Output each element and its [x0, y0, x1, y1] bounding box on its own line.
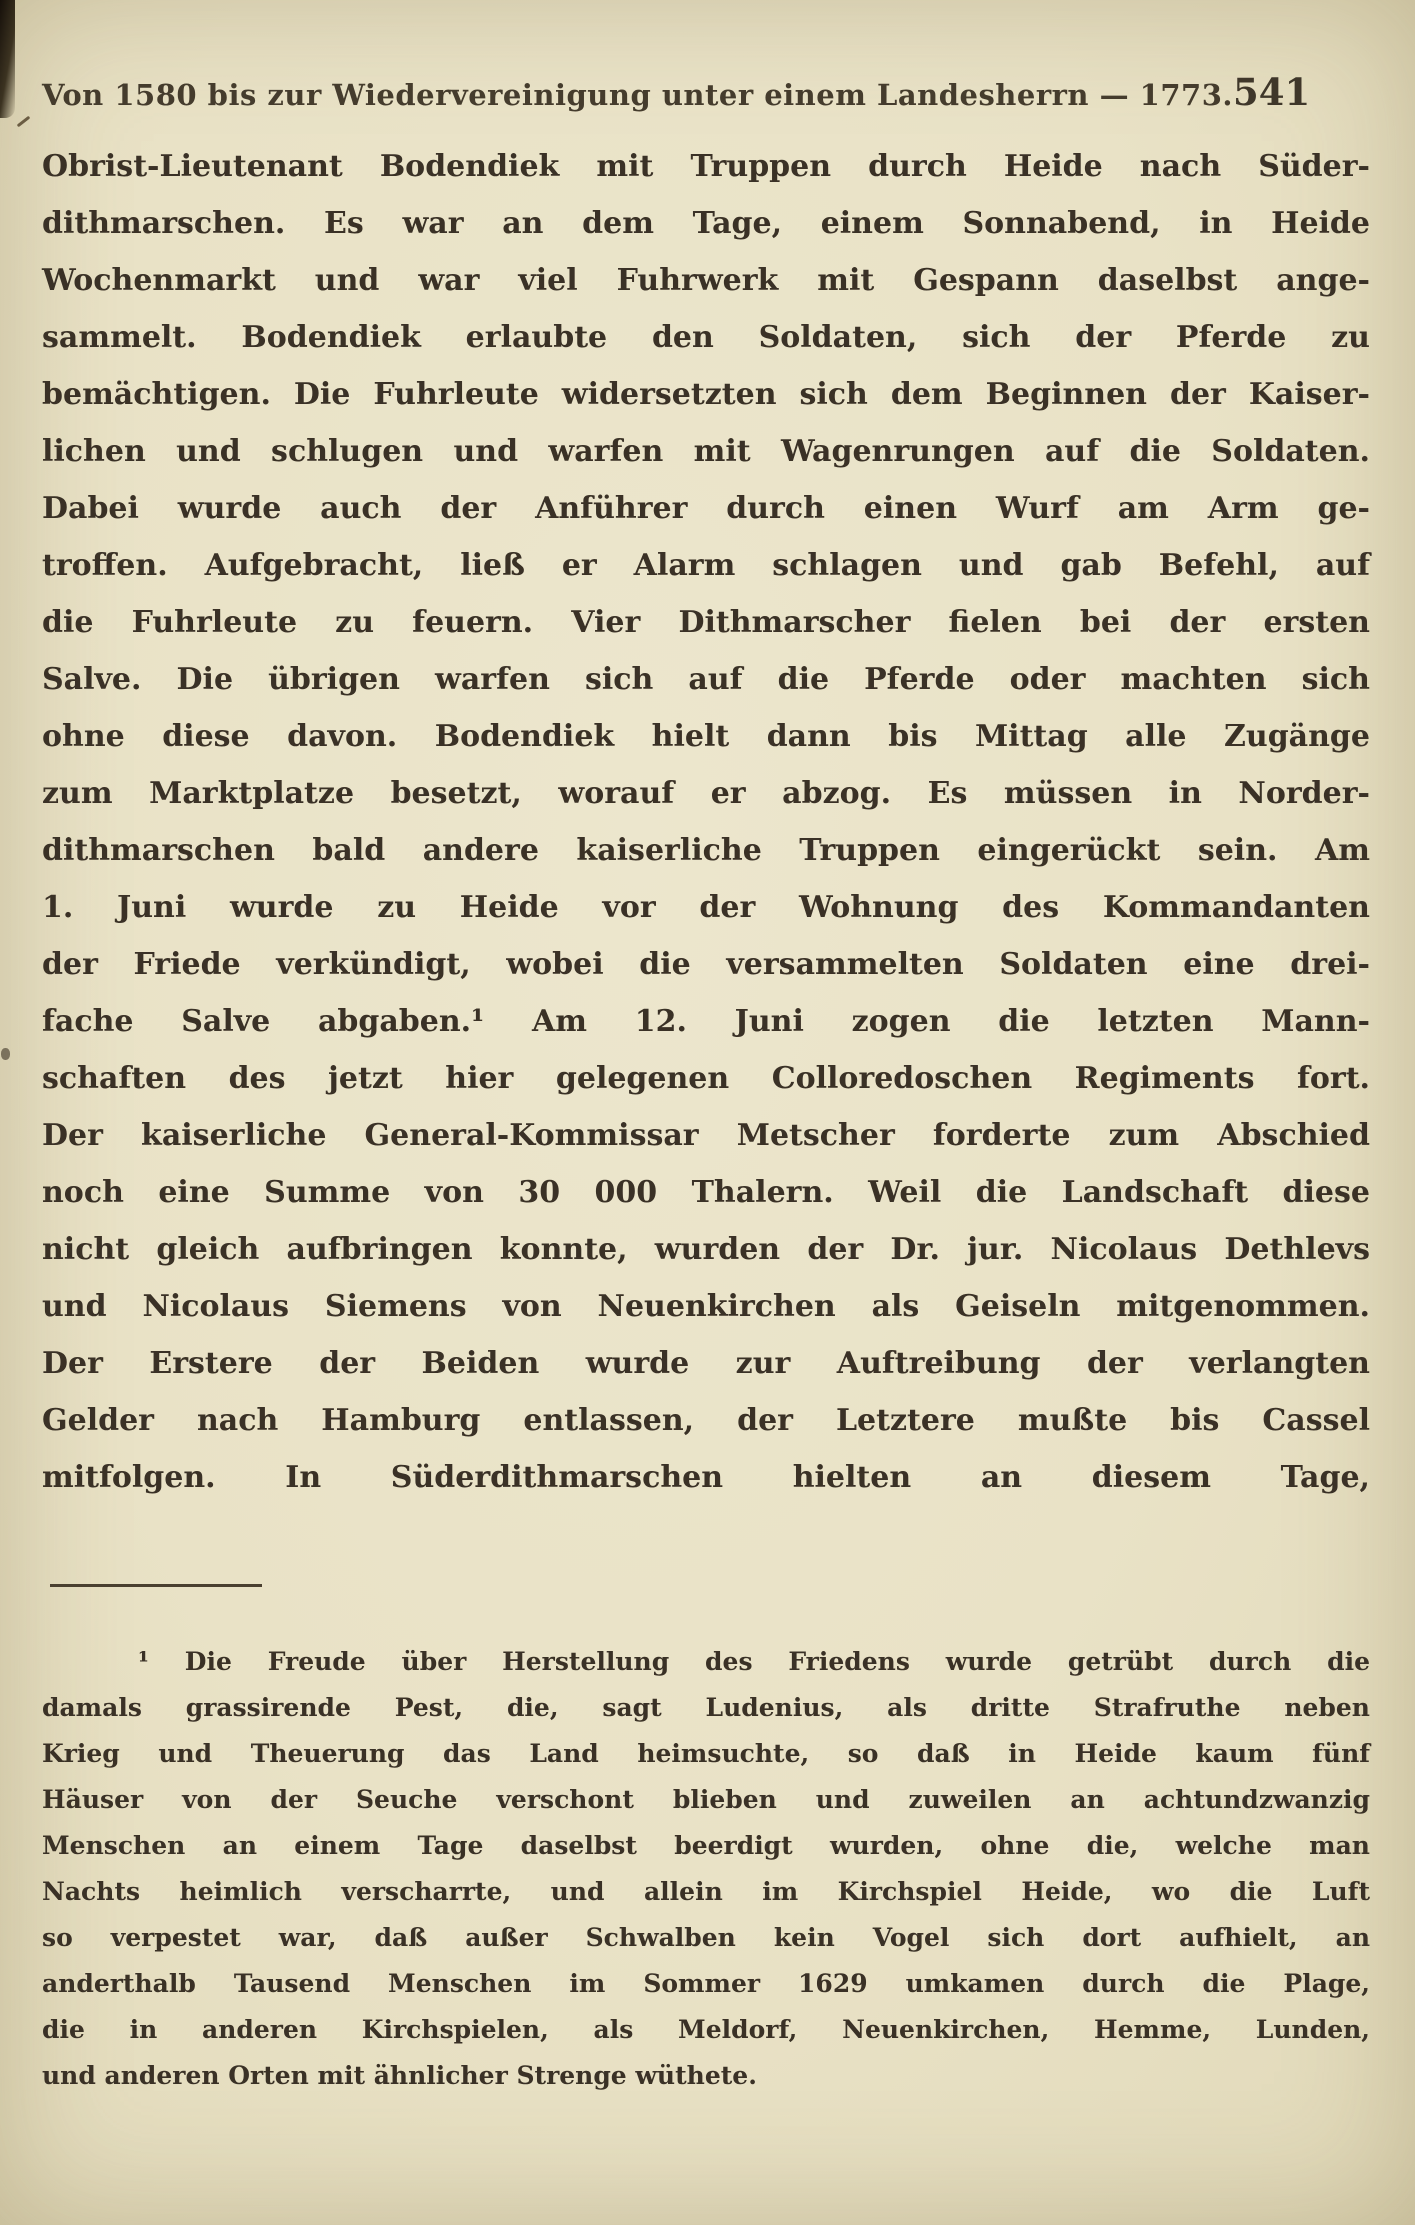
text-line: sammelt. Bodendiek erlaubte den Soldaten, sich der Pferde zu	[42, 320, 1370, 355]
scan-edge-shadow	[0, 0, 15, 118]
body-text	[42, 138, 1370, 1506]
footnote	[42, 1639, 1370, 2099]
text-line: dithmarschen bald andere kaiserliche Truppen eingerückt sein. Am	[42, 833, 1370, 868]
scan-speck	[1, 1048, 10, 1060]
text-line: die in anderen Kirchspielen, als Meldorf, Neuenkirchen, Hemme, Lunden,	[42, 2015, 1370, 2044]
text-line: troffen. Aufgebracht, ließ er Alarm schlagen und gab Befehl, auf	[42, 548, 1370, 583]
text-line: nicht gleich aufbringen konnte, wurden der Dr. jur. Nicolaus Dethlevs	[42, 1232, 1370, 1267]
text-line: die Fuhrleute zu feuern. Vier Dithmarscher fielen bei der ersten	[42, 605, 1370, 640]
text-line: 1. Juni wurde zu Heide vor der Wohnung des Kommandanten	[42, 890, 1370, 925]
text-line: zum Marktplatze besetzt, worauf er abzog. Es müssen in Norder-	[42, 776, 1370, 811]
text-line: Salve. Die übrigen warfen sich auf die Pferde oder machten sich	[42, 662, 1370, 697]
page-number: 541	[1233, 70, 1311, 114]
text-line: anderthalb Tausend Menschen im Sommer 1629 umkamen durch die Plage,	[42, 1969, 1370, 1998]
text-line: Der Erstere der Beiden wurde zur Auftreibung der verlangten	[42, 1346, 1370, 1381]
text-line: und Nicolaus Siemens von Neuenkirchen als Geiseln mitgenommen.	[42, 1289, 1370, 1324]
text-line: damals grassirende Pest, die, sagt Ludenius, als dritte Strafruthe neben	[42, 1693, 1370, 1722]
text-line: fache Salve abgaben.¹ Am 12. Juni zogen die letzten Mann-	[42, 1004, 1370, 1039]
text-line: der Friede verkündigt, wobei die versammelten Soldaten eine drei-	[42, 947, 1370, 982]
text-line: und anderen Orten mit ähnlicher Strenge wüthete.	[42, 2061, 757, 2090]
text-line: Menschen an einem Tage daselbst beerdigt wurden, ohne die, welche man	[42, 1831, 1370, 1860]
text-line: bemächtigen. Die Fuhrleute widersetzten sich dem Beginnen der Kaiser-	[42, 377, 1370, 412]
running-header-title: Von 1580 bis zur Wiedervereinigung unter einem Landesherrn — 1773.	[42, 78, 1233, 112]
text-line: Wochenmarkt und war viel Fuhrwerk mit Gespann daselbst ange-	[42, 263, 1370, 298]
text-line: Gelder nach Hamburg entlassen, der Letztere mußte bis Cassel	[42, 1403, 1370, 1438]
text-line: Dabei wurde auch der Anführer durch einen Wurf am Arm ge-	[42, 491, 1370, 526]
text-line: Nachts heimlich verscharrte, und allein im Kirchspiel Heide, wo die Luft	[42, 1877, 1370, 1906]
text-line: Häuser von der Seuche verschont blieben und zuweilen an achtundzwanzig	[42, 1785, 1370, 1814]
scan-mark	[17, 116, 31, 128]
text-line: Obrist-Lieutenant Bodendiek mit Truppen durch Heide nach Süder-	[42, 149, 1370, 184]
text-line: dithmarschen. Es war an dem Tage, einem Sonnabend, in Heide	[42, 206, 1370, 241]
text-line: lichen und schlugen und warfen mit Wagenrungen auf die Soldaten.	[42, 434, 1370, 469]
running-header	[0, 0, 1415, 114]
footnote-separator-rule	[50, 1584, 262, 1587]
text-line: noch eine Summe von 30 000 Thalern. Weil die Landschaft diese	[42, 1175, 1370, 1210]
text-line: so verpestet war, daß außer Schwalben kein Vogel sich dort aufhielt, an	[42, 1923, 1370, 1952]
text-line: Krieg und Theuerung das Land heimsuchte, so daß in Heide kaum fünf	[42, 1739, 1370, 1768]
text-line: Der kaiserliche General-Kommissar Metscher forderte zum Abschied	[42, 1118, 1370, 1153]
text-line: ¹ Die Freude über Herstellung des Friedens wurde getrübt durch die	[138, 1647, 1370, 1676]
text-line: ohne diese davon. Bodendiek hielt dann bis Mittag alle Zugänge	[42, 719, 1370, 754]
text-line: schaften des jetzt hier gelegenen Colloredoschen Regiments fort.	[42, 1061, 1370, 1096]
text-line: mitfolgen. In Süderdithmarschen hielten an diesem Tage,	[42, 1460, 1370, 1495]
